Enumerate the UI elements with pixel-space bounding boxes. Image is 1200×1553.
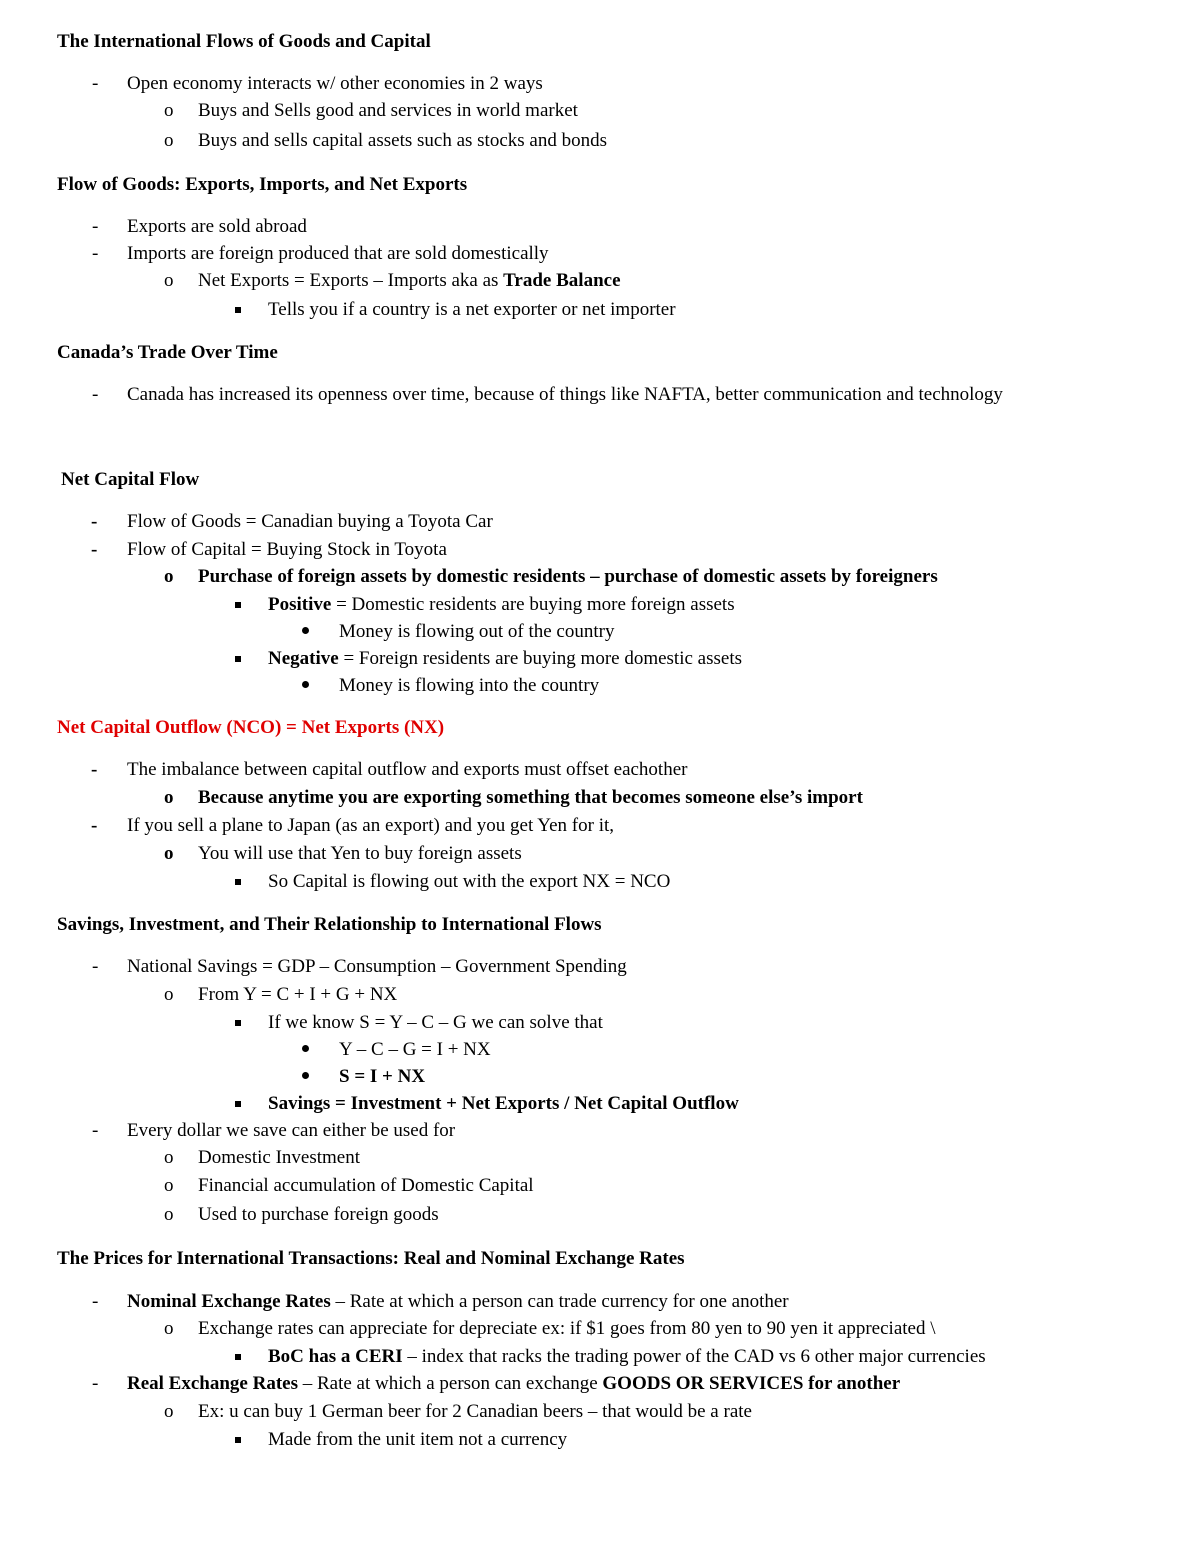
- dash-bullet: -: [91, 815, 98, 836]
- list-item: Money is flowing out of the country: [339, 621, 615, 642]
- circle-bullet: o: [164, 130, 174, 151]
- square-bullet: [235, 602, 241, 608]
- list-item: S = I + NX: [339, 1066, 426, 1087]
- dash-bullet: -: [92, 73, 99, 94]
- list-item: If we know S = Y – C – G we can solve that: [268, 1012, 603, 1033]
- real-exchange-term: Real Exchange Rates: [127, 1373, 298, 1394]
- square-bullet: [235, 879, 241, 885]
- round-bullet: [302, 1045, 309, 1052]
- list-item: Savings = Investment + Net Exports / Net Capital Outflow: [268, 1093, 739, 1114]
- heading-savings-investment: Savings, Investment, and Their Relationship to International Flows: [57, 914, 602, 935]
- dash-bullet: -: [92, 1291, 99, 1312]
- square-bullet: [235, 1101, 241, 1107]
- dash-bullet: -: [92, 1120, 99, 1141]
- positive-definition: = Domestic residents are buying more foreign assets: [331, 594, 735, 615]
- circle-bullet: o: [164, 1401, 174, 1422]
- square-bullet: [235, 656, 241, 662]
- circle-bullet: o: [164, 100, 174, 121]
- square-bullet: [235, 1020, 241, 1026]
- list-item: Purchase of foreign assets by domestic residents – purchase of domestic assets by foreigners: [198, 566, 938, 587]
- list-item: Made from the unit item not a currency: [268, 1429, 568, 1450]
- list-item: Domestic Investment: [198, 1147, 360, 1168]
- list-item: Exports are sold abroad: [127, 216, 307, 237]
- square-bullet: [235, 1437, 241, 1443]
- list-item: Buys and Sells good and services in world market: [198, 100, 578, 121]
- heading-nco-equals-nx: Net Capital Outflow (NCO) = Net Exports (NX): [57, 717, 445, 738]
- list-item: Flow of Goods = Canadian buying a Toyota Car: [127, 511, 493, 532]
- square-bullet: [235, 307, 241, 313]
- heading-flow-of-goods: Flow of Goods: Exports, Imports, and Net Exports: [57, 174, 468, 195]
- list-item: Used to purchase foreign goods: [198, 1204, 439, 1225]
- real-exchange-definition: – Rate at which a person can exchange: [297, 1373, 603, 1394]
- list-item: National Savings = GDP – Consumption – Government Spending: [127, 956, 627, 977]
- list-item: [127, 1290, 789, 1314]
- round-bullet: [302, 681, 309, 688]
- list-item: Flow of Capital = Buying Stock in Toyota: [127, 539, 447, 560]
- list-item: [127, 1372, 900, 1396]
- dash-bullet: -: [91, 511, 98, 532]
- goods-or-services-emphasis: GOODS OR SERVICES for another: [602, 1373, 901, 1394]
- circle-bullet: o: [164, 566, 174, 587]
- nominal-exchange-term: Nominal Exchange Rates: [127, 1291, 331, 1312]
- list-item: From Y = C + I + G + NX: [198, 984, 398, 1005]
- heading-net-capital-flow: Net Capital Flow: [61, 469, 200, 490]
- list-item: Financial accumulation of Domestic Capital: [198, 1175, 534, 1196]
- circle-bullet: o: [164, 270, 174, 291]
- ceri-term: BoC has a CERI: [268, 1346, 403, 1367]
- nominal-exchange-definition: – Rate at which a person can trade currency for one another: [330, 1291, 789, 1312]
- list-item: Ex: u can buy 1 German beer for 2 Canadian beers – that would be a rate: [198, 1401, 752, 1422]
- dash-bullet: -: [91, 539, 98, 560]
- list-item: Canada has increased its openness over time, because of things like NAFTA, better communication and technology: [127, 384, 1003, 405]
- net-exports-text: Net Exports = Exports – Imports aka as: [198, 270, 504, 291]
- list-item: Open economy interacts w/ other economies in 2 ways: [127, 73, 543, 94]
- list-item: Exchange rates can appreciate for depreciate ex: if $1 goes from 80 yen to 90 yen it appreciated \: [198, 1318, 936, 1339]
- dash-bullet: -: [92, 1373, 99, 1394]
- trade-balance-term: Trade Balance: [503, 270, 621, 291]
- circle-bullet: o: [164, 1147, 174, 1168]
- ceri-definition: – index that racks the trading power of the CAD vs 6 other major currencies: [402, 1346, 986, 1367]
- dash-bullet: -: [92, 384, 99, 405]
- list-item: If you sell a plane to Japan (as an export) and you get Yen for it,: [127, 815, 615, 836]
- list-item: [198, 269, 621, 293]
- dash-bullet: -: [92, 216, 99, 237]
- square-bullet: [235, 1354, 241, 1360]
- dash-bullet: -: [92, 956, 99, 977]
- negative-definition: = Foreign residents are buying more domestic assets: [338, 648, 742, 669]
- list-item: You will use that Yen to buy foreign assets: [198, 843, 522, 864]
- round-bullet: [302, 1072, 309, 1079]
- list-item: The imbalance between capital outflow and exports must offset eachother: [127, 759, 688, 780]
- heading-international-flows: The International Flows of Goods and Capital: [57, 31, 431, 52]
- list-item: Every dollar we save can either be used for: [127, 1120, 456, 1141]
- positive-term: Positive: [268, 594, 332, 615]
- list-item: [268, 647, 742, 671]
- heading-canada-trade: Canada’s Trade Over Time: [57, 342, 278, 363]
- list-item: Tells you if a country is a net exporter or net importer: [268, 299, 676, 320]
- list-item: Money is flowing into the country: [339, 675, 600, 696]
- dash-bullet: -: [92, 243, 99, 264]
- circle-bullet: o: [164, 1175, 174, 1196]
- negative-term: Negative: [268, 648, 339, 669]
- list-item: So Capital is flowing out with the export NX = NCO: [268, 871, 671, 892]
- dash-bullet: -: [91, 759, 98, 780]
- circle-bullet: o: [164, 787, 174, 808]
- circle-bullet: o: [164, 1204, 174, 1225]
- list-item: Imports are foreign produced that are sold domestically: [127, 243, 549, 264]
- list-item: [268, 1345, 986, 1369]
- list-item: Buys and sells capital assets such as stocks and bonds: [198, 130, 607, 151]
- circle-bullet: o: [164, 843, 174, 864]
- circle-bullet: o: [164, 984, 174, 1005]
- list-item: Y – C – G = I + NX: [339, 1039, 491, 1060]
- heading-exchange-rates: The Prices for International Transactions: Real and Nominal Exchange Rates: [57, 1248, 685, 1269]
- list-item: [268, 593, 735, 617]
- round-bullet: [302, 627, 309, 634]
- circle-bullet: o: [164, 1318, 174, 1339]
- list-item: Because anytime you are exporting something that becomes someone else’s import: [198, 787, 863, 808]
